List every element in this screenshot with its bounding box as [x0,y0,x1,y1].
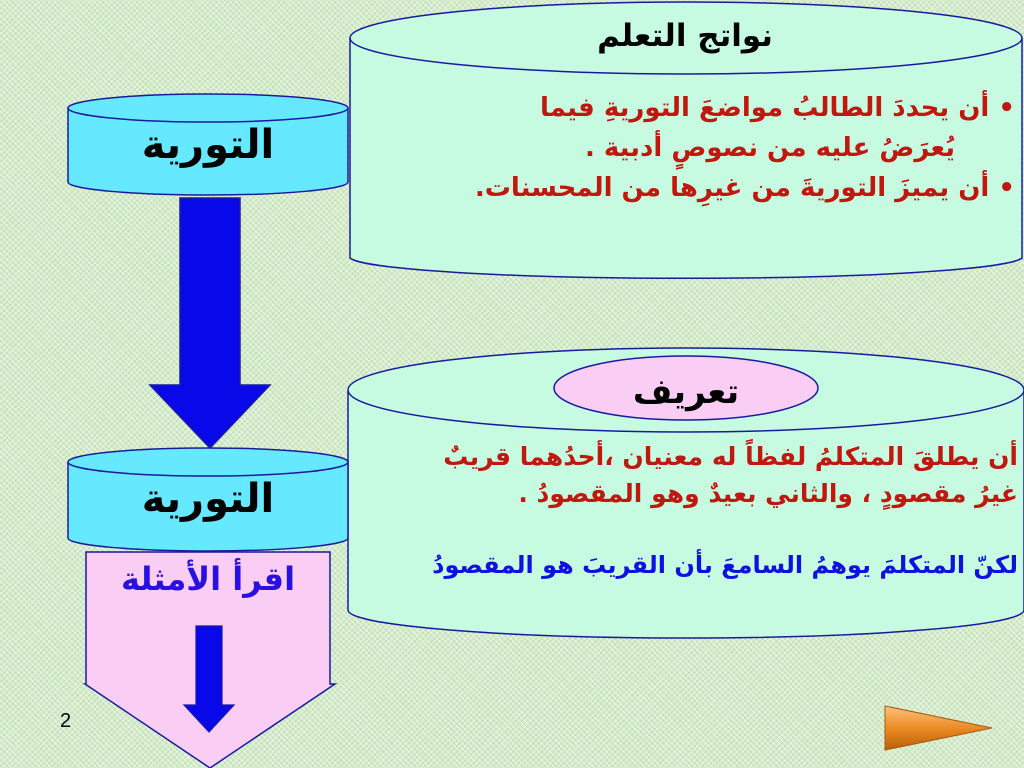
definition-line-2: غيرُ مقصودٍ ، والثاني بعيدٌ وهو المقصودُ . [518,479,1018,508]
slide-number: 2 [60,710,72,732]
examples-label: اقرأ الأمثلة [120,560,296,598]
definition-line-1: أن يطلقَ المتكلمُ لفظاً له معنيان ،أحدُهما قريبٌ [443,442,1018,471]
topic-label-bottom: التورية [141,476,275,522]
outcome-item-2: • أن يميزَ التوريةَ من غيرِها من المحسنات. [474,173,1015,203]
outcome-item-1-line-2: يُعرَضُ عليه من نصوصٍ أدبية . [584,133,955,163]
definition-title: تعريف [632,372,740,412]
topic-label-top: التورية [141,122,275,168]
outcome-item-1-line-1: • أن يحددَ الطالبُ مواضعَ التوريةِ فيما [539,93,1015,123]
definition-note: لكنّ المتكلمَ يوهمُ السامعَ بأن القريبَ هو المقصودُ [432,551,1018,579]
outcomes-title: نواتج التعلم [597,18,773,54]
